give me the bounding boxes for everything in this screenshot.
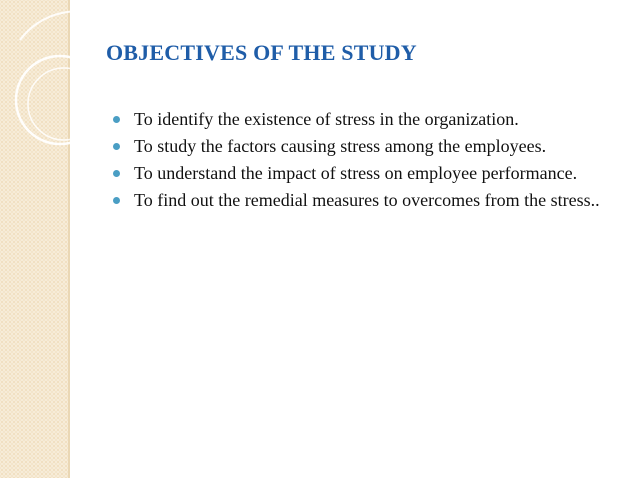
list-item-text: To find out the remedial measures to overcomes from the stress.. (134, 190, 600, 210)
bullet-icon (113, 116, 120, 123)
decorative-circle-large (16, 56, 104, 144)
list-item (112, 108, 612, 131)
list-item-text: To identify the existence of stress in the organization. (134, 109, 519, 129)
decorative-circle-inner (28, 68, 100, 140)
list-item-text: To study the factors causing stress among the employees. (134, 136, 547, 156)
list-item (112, 189, 612, 212)
bullet-icon (113, 143, 120, 150)
bullet-icon (113, 197, 120, 204)
bullet-icon (113, 170, 120, 177)
slide-title: OBJECTIVES OF THE STUDY (106, 40, 417, 65)
objectives-list (112, 108, 612, 216)
list-item (112, 162, 612, 185)
list-item-text: To understand the impact of stress on employee performance. (134, 163, 578, 183)
list-item (112, 135, 612, 158)
decorative-arc (20, 11, 110, 40)
